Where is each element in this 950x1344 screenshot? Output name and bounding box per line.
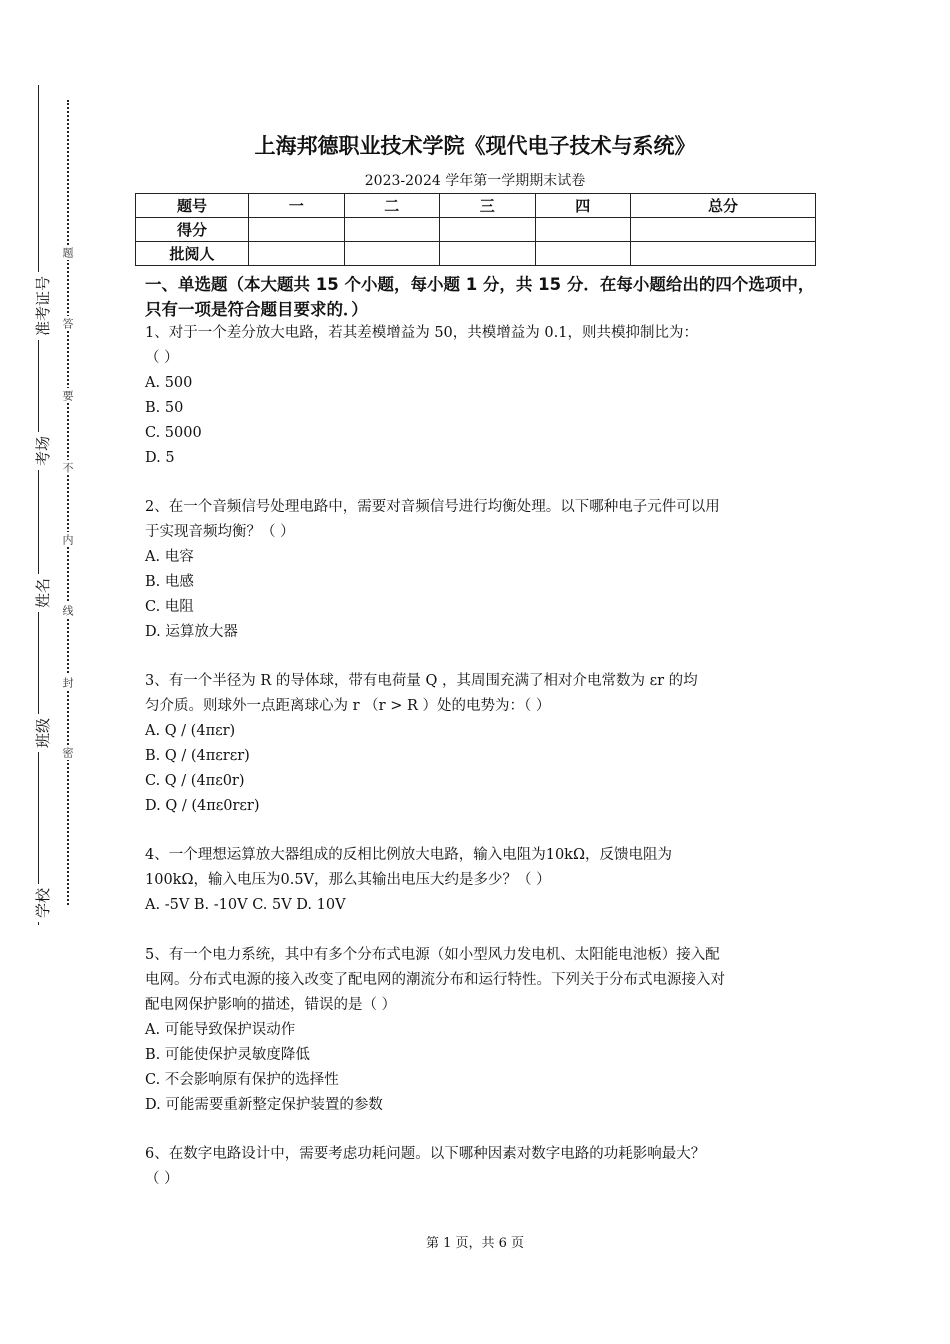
question-4 xyxy=(145,843,815,918)
option-c: C. 电阻 xyxy=(145,599,194,615)
score-table xyxy=(135,193,816,266)
school-label: 学校 xyxy=(32,884,53,922)
question-stem: 匀介质。则球外一点距离球心为 r （r > R ）处的电势为：（ ） xyxy=(145,698,551,714)
question-stem: 6、在数字电路设计中，需要考虑功耗问题。以下哪种因素对数字电路的功耗影响最大？ xyxy=(145,1146,706,1162)
question-stem: 4、一个理想运算放大器组成的反相比例放大电路，输入电阻为10kΩ，反馈电阻为 xyxy=(145,847,672,863)
score-header-cell: 一 xyxy=(249,194,345,218)
binding-margin xyxy=(0,0,120,1344)
seal-char: 线 xyxy=(61,605,74,616)
question-6 xyxy=(145,1142,815,1192)
admission-number-label: 准考证号 xyxy=(32,272,53,340)
option-a: A. 电容 xyxy=(145,549,194,565)
grader-cell xyxy=(440,242,536,266)
seal-char: 封 xyxy=(61,677,74,688)
score-cell xyxy=(344,218,440,242)
seal-char: 题 xyxy=(61,247,74,258)
seal-dotted-line xyxy=(67,100,69,905)
score-header-cell: 题号 xyxy=(136,194,249,218)
score-table-header-row xyxy=(136,194,816,218)
option-a: A. 500 xyxy=(145,375,193,391)
score-cell xyxy=(631,218,816,242)
question-stem: 5、有一个电力系统，其中有多个分布式电源（如小型风力发电机、太阳能电池板）接入配 xyxy=(145,947,720,963)
score-cell xyxy=(535,218,631,242)
binding-line xyxy=(38,85,39,925)
question-stem: 2、在一个音频信号处理电路中，需要对音频信号进行均衡处理。以下哪种电子元件可以用 xyxy=(145,499,720,515)
grader-row-label: 批阅人 xyxy=(136,242,249,266)
option-d: D. Q / (4πε0rεr) xyxy=(145,798,260,814)
exam-room-label: 考场 xyxy=(32,432,53,470)
score-cell xyxy=(440,218,536,242)
seal-char: 不 xyxy=(61,462,74,473)
question-stem: （ ） xyxy=(145,350,179,366)
section-heading: 一、单选题（本大题共 15 个小题，每小题 1 分，共 15 分．在每小题给出的四个选项中，只有一项是符合题目要求的．） xyxy=(145,275,815,319)
option-d: D. 可能需要重新整定保护装置的参数 xyxy=(145,1097,383,1113)
score-row xyxy=(136,218,816,242)
question-stem: （ ） xyxy=(145,1171,179,1187)
option-b: B. 电感 xyxy=(145,574,194,590)
option-d: D. 5 xyxy=(145,450,175,466)
grader-row xyxy=(136,242,816,266)
score-cell xyxy=(249,218,345,242)
grader-cell xyxy=(631,242,816,266)
question-stem: 于实现音频均衡？（ ） xyxy=(145,524,295,540)
grader-cell xyxy=(344,242,440,266)
option-d: D. 运算放大器 xyxy=(145,624,238,640)
score-header-cell: 总分 xyxy=(631,194,816,218)
score-header-cell: 三 xyxy=(440,194,536,218)
grader-cell xyxy=(249,242,345,266)
exam-subtitle: 2023-2024 学年第一学期期末试卷 xyxy=(364,173,586,189)
grader-cell xyxy=(535,242,631,266)
question-stem: 配电网保护影响的描述，错误的是（ ） xyxy=(145,997,397,1013)
question-stem: 100kΩ，输入电压为0.5V，那么其输出电压大约是多少？（ ） xyxy=(145,872,551,888)
name-label: 姓名 xyxy=(32,574,53,612)
score-header-cell: 四 xyxy=(535,194,631,218)
question-3 xyxy=(145,669,815,819)
page-number: 第 1 页，共 6 页 xyxy=(425,1236,525,1251)
score-header-cell: 二 xyxy=(344,194,440,218)
question-stem: 1、对于一个差分放大电路，若其差模增益为 50，共模增益为 0.1，则共模抑制比为： xyxy=(145,325,698,341)
option-a: A. 可能导致保护误动作 xyxy=(145,1022,296,1038)
question-stem: 电网。分布式电源的接入改变了配电网的潮流分布和运行特性。下列关于分布式电源接入对 xyxy=(145,972,725,988)
option-b: B. Q / (4πεrεr) xyxy=(145,748,250,764)
seal-char: 答 xyxy=(61,318,74,329)
seal-char: 密 xyxy=(61,747,74,758)
question-5 xyxy=(145,943,815,1118)
score-row-label: 得分 xyxy=(136,218,249,242)
class-label: 班级 xyxy=(32,714,53,752)
option-c: C. 不会影响原有保护的选择性 xyxy=(145,1072,339,1088)
question-2 xyxy=(145,495,815,645)
question-stem: 3、有一个半径为 R 的导体球，带有电荷量 Q ，其周围充满了相对介电常数为 εr 的均 xyxy=(145,673,698,689)
options-line: A. -5V B. -10V C. 5V D. 10V xyxy=(145,897,346,913)
option-b: B. 50 xyxy=(145,400,184,416)
seal-char: 要 xyxy=(61,390,74,401)
option-b: B. 可能使保护灵敏度降低 xyxy=(145,1047,310,1063)
option-a: A. Q / (4πεr) xyxy=(145,723,236,739)
option-c: C. Q / (4πε0r) xyxy=(145,773,245,789)
seal-char: 内 xyxy=(61,534,74,545)
question-1 xyxy=(145,321,815,471)
exam-title: 上海邦德职业技术学院《现代电子技术与系统》 xyxy=(254,134,696,158)
option-c: C. 5000 xyxy=(145,425,202,441)
